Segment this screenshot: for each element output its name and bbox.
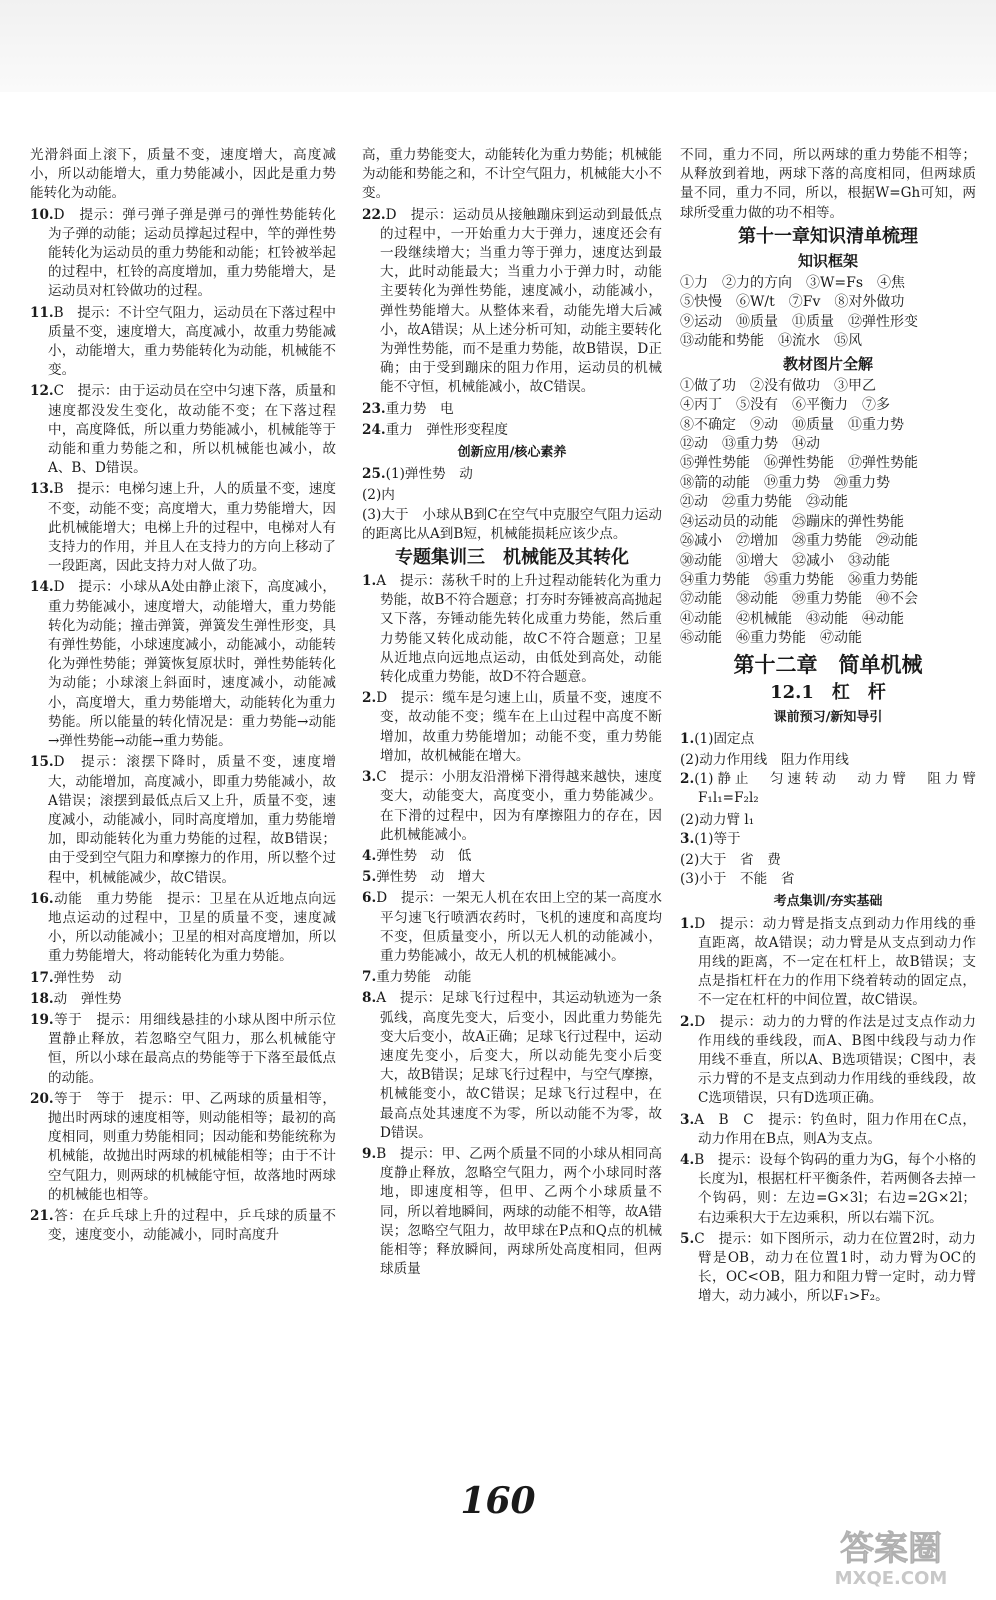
answer-item [30,1011,336,1088]
item-text: D 提示：缆车是匀速上山，质量不变，速度不变，故动能不变；缆车在上山过程中高度不断增加，故重力势能增加；动能不变，重力势能增加，故机械能在增大。 [376,690,662,764]
answer-item [362,1145,662,1279]
answer-item [680,830,976,849]
item-text: C 提示：由于运动员在空中匀速下落，质量和速度都没发生变化，故动能不变；在下落过程中，高度降低，所以重力势能减小，机械能等于动能和重力势能之和，所以机械能也减小，故A、B、D错误。 [48,383,336,477]
item-text: (2)动力臂 l₁ [680,811,755,828]
item-number: 5. [362,869,377,886]
list-line: ㊺动能 ㊻重力势能 ㊼动能 [680,630,862,647]
list-line: ⑮弹性势能 ⑯弹性势能 ⑰弹性势能 [680,455,918,472]
item-number: 4. [680,1152,695,1168]
section-heading: 考点集训/夯实基础 [773,894,883,910]
item-number: 3. [680,830,695,847]
item-number: 23. [362,400,386,417]
column-left [30,146,336,1247]
item-text: (1)静止 匀速转动 动力臂 阻力臂 F₁l₁=F₂l₂ [694,771,990,807]
item-text: 弹性势 动 [53,969,122,986]
item-number: 1. [680,730,695,747]
item-text: 弹性势 动 低 [376,847,472,864]
item-text: B 提示：设每个钩码的重力为G，每个小格的长度为l，根据杠杆平衡条件，若两侧各去掉一个钩码，则：左边=G×3l；右边=2G×2l；右边乘积大于左边乘积，所以右端下沉。 [694,1152,976,1226]
answer-item [30,1207,336,1245]
list-line: ④丙丁 ⑤没有 ⑥平衡力 ⑦多 [680,397,890,414]
item-text: C 提示：小朋友沿滑梯下滑得越来越快，速度变大，动能变大，高度变小，重力势能减少。在下滑的过程中，因为有摩擦阻力的存在，因此机械能减小。 [376,769,662,843]
item-text: (3)小于 不能 省 [680,871,795,888]
item-text: 重力 弹性形变程度 [385,421,508,438]
list-line: ㉞重力势能 ㉟重力势能 ㊱重力势能 [680,571,918,588]
list-line: ㊶动能 ㊷机械能 ㊸动能 ㊹动能 [680,610,904,627]
item-number: 22. [362,206,386,223]
answer-item [30,146,336,204]
list-line: ㉚动能 ㉛增大 ㉜减小 ㉝动能 [680,552,890,569]
item-text: A B C 提示：钓鱼时，阻力作用在C点，动力作用在B点，则A为支点。 [694,1111,976,1147]
item-text: 光滑斜面上滚下，质量不变，速度增大，高度减小，所以动能增大，重力势能减小，因此是重力势能转化为动能。 [30,147,336,202]
answer-item [680,751,976,770]
answer-item [30,206,336,302]
item-text: (1)等于 [694,830,741,847]
section-heading: 教材图片全解 [782,354,873,373]
item-number: 10. [30,206,54,223]
col2-q25 [362,465,662,544]
item-text: (3)大于 小球从B到C在空气中克服空气阻力运动的距离比从A到B短，机械能损耗应该少点。 [362,506,662,542]
item-number: 12. [30,383,54,400]
answer-item [30,990,336,1009]
chapter-title: 第十二章 简单机械 [733,651,923,677]
answer-item [362,868,662,887]
answer-item [30,578,336,751]
answer-item [680,730,976,749]
col2-items-a [362,146,662,440]
chapter-summary-title: 第十一章知识清单梳理 [738,225,918,247]
answer-item [362,146,662,204]
item-text: D 提示：运动员从接触蹦床到运动到最低点的过程中，一开始重力大于弹力，速度还会有一段继续增大；当重力等于弹力，速度达到最大，此时动能最大；当重力小于弹力时，动能主要转化为弹性势能，速度减小，动能减小，弹性势能增大。从整体来看，动能先增大后减小，故A错误；从上述分析可知，动能主要转化为弹性势能，而不是重力势能，故B错误，D正确；由于受到蹦床的阻力作用，运动员的机械能不守恒，机械能减小，故C错误。 [380,206,662,396]
item-text: D 提示：一架无人机在农田上空的某一高度水平匀速飞行喷洒农药时，飞机的速度和高度均不变，但质量变小，所以无人机的动能减小，重力势能减小，故无人机的机械能减小。 [376,890,662,964]
item-text: 答：在乒乓球上升的过程中，乒乓球的质量不变，速度变小，动能减小，同时高度升 [48,1207,336,1244]
answer-item [30,382,336,478]
item-text: 等于 等于 提示：甲、乙两球的质量相等，抛出时两球的速度相等，则动能相等；最初的高度相同，则重力势能相同；因动能和势能统称为机械能，故抛出时两球的机械能相等；由于不计空气阻力，则两球的机械能守恒，故落地时两球的机械能也相等。 [48,1090,336,1203]
item-number: 16. [30,890,54,907]
answer-item [680,1151,976,1228]
answer-item [680,851,976,870]
item-text: 高，重力势能变大，动能转化为重力势能；机械能为动能和势能之和，不计空气阻力，机械能大小不变。 [362,147,662,202]
item-text: A 提示：荡秋千时的上升过程动能转化为重力势能，故B不符合题意；打夯时夯锤被高高抛起又下落，夯锤动能先转化成重力势能，然后重力势能又转化成动能，故C不符合题意；卫星从近地点向远地点运动，由低处到高处，动能转化成重力势能，故D不符合题意。 [376,573,662,686]
column-middle [362,146,662,1281]
item-number: 1. [362,573,377,590]
item-number: 19. [30,1011,54,1028]
answer-item [362,506,662,544]
answer-item [362,889,662,966]
list-line: ⑫动 ⑬重力势 ⑭动 [680,436,820,453]
top-scan-band [0,0,996,92]
exercise-items [680,915,976,1307]
section-heading: 创新应用/核心素养 [457,445,567,461]
knowledge-frame [680,274,976,352]
preview-items [680,730,990,890]
item-text: 重力势 电 [385,400,454,417]
list-line: ㉑动 ㉒重力势能 ㉓动能 [680,494,848,511]
item-number: 8. [362,990,377,1007]
item-number: 20. [30,1090,54,1107]
list-line: ①力 ②力的方向 ③W=Fs ④焦 [680,275,906,292]
answer-item [362,847,662,866]
item-text: A 提示：足球飞行过程中，其运动轨迹为一条弧线，高度先变大，后变小，因此重力势能先变大后变小，故A正确；足球飞行过程中，运动速度先变小，后变大，所以动能先变小后变大，故B错误；足球飞行过程中，与空气摩擦，机械能变小，故C错误；足球飞行过程中，在最高点处其速度不为零，所以动能不为零，故D错误。 [376,990,662,1141]
item-number: 13. [30,481,54,498]
item-number: 2. [680,1013,695,1030]
answer-item [362,572,662,687]
item-text: 重力势能 动能 [376,969,472,986]
item-number: 11. [30,304,54,321]
list-line: ㉔运动员的动能 ㉕蹦床的弹性势能 [680,513,904,530]
list-line: ㊲动能 ㊳动能 ㊴重力势能 ㊵不会 [680,591,918,608]
list-line: ⑨运动 ⑩质量 ⑪质量 ⑫弹性形变 [680,313,918,330]
item-number: 14. [30,579,54,596]
list-line: ⑬动能和势能 ⑭流水 ⑮风 [680,333,862,350]
item-number: 4. [362,847,377,864]
item-text: 弹性势 动 增大 [376,869,485,886]
item-text: 动能 重力势能 提示：卫星在从近地点向远地点运动的过程中，卫星的质量不变，速度减小，所以动能减小；卫星的相对高度增加，所以重力势能增大，将动能转化为重力势能。 [48,890,336,965]
answer-item [362,768,662,845]
item-number: 25. [362,466,386,483]
item-text: C 提示：如下图所示，动力在位置2时，动力臂是OB，动力在位置1时，动力臂为OC的长，OC<OB，阻力和阻力臂一定时，动力臂增大，动力减小，所以F₁>F₂。 [694,1230,976,1305]
item-text: D 提示：弹弓弹子弹是弹弓的弹性势能转化为子弹的动能；运动员撑起过程中，竿的弹性势能转化为运动员的重力势能和动能；杠铃被举起的过程中，杠铃的高度增加，重力势能增大，是运动员对杠铃做功的过程。 [48,206,336,300]
list-line: ⑤快慢 ⑥W/t ⑦Fv ⑧对外做功 [680,294,905,311]
item-number: 3. [362,769,377,786]
item-number: 17. [30,969,54,986]
item-text: D 提示：动力的力臂的作法是过支点作动力作用线的垂线段，而A、B图中线段与动力作用线不垂直，所以A、B选项错误；C图中，表示力臂的不是支点到动力作用线的垂线段，故C选项错误，只有D选项正确。 [694,1013,976,1107]
answer-item [30,753,336,887]
item-number: 1. [680,915,695,932]
col2-items-b [362,572,662,1279]
answer-item [362,206,662,398]
item-text: D 提示：动力臂是指支点到动力作用线的垂直距离，故A错误；动力臂是从支点到动力作用线的距离，不一定在杠杆上，故B错误；支点是指杠杆在力的作用下绕着转动的固定点，不一定在杠杆的中间位置，故C错误。 [694,915,976,1009]
answer-item [680,1230,976,1307]
watermark-logo [796,1526,986,1588]
textbook-figures [680,377,976,649]
item-text: D 提示：小球从A处由静止滚下，高度减小，重力势能减小，速度增大，动能增大，重力势能转化为动能；撞击弹簧，弹簧发生弹性形变，具有弹性势能，小球速度减小，动能减小，动能转化为弹性势能；弹簧恢复原状时，弹性势能转化为动能；小球滚上斜面时，速度减小，动能减小，高度增大，重力势能增大，动能转化为重力势能。所以能量的转化情况是：重力势能→动能→弹性势能→动能→重力势能。 [48,579,336,750]
item-number: 24. [362,421,386,438]
chapter-title: 专题集训三 机械能及其转化 [395,547,629,569]
item-text: (1)弹性势 动 [385,466,473,483]
section-heading: 知识框架 [797,251,858,270]
answer-item [680,915,976,1011]
answer-item [30,304,336,381]
item-text: 动 弹性势 [53,990,122,1007]
answer-item [30,480,336,576]
answer-item [680,870,976,889]
item-number: 9. [362,1145,377,1162]
item-number: 5. [680,1230,695,1247]
answer-item [362,989,662,1143]
watermark-top: 答案圈 [840,1529,942,1569]
item-number: 18. [30,990,54,1007]
answer-item [680,770,990,808]
item-text: (2)大于 省 费 [680,851,781,868]
answer-item [680,1111,976,1149]
item-text: (1)固定点 [694,730,755,747]
item-text: (2)内 [362,487,395,504]
item-number: 2. [680,771,695,788]
answer-continuation: 不同，重力不同，所以两球的重力势能不相等；从释放到着地，两球下落的高度相同，但两球质量不同，重力不同，所以，根据W=Gh可知，两球所受重力做的功不相等。 [680,147,976,221]
item-number: 2. [362,690,377,707]
answer-item [362,421,662,440]
item-text: B 提示：电梯匀速上升，人的质量不变，速度不变，动能不变；高度增大，重力势能增大，因此机械能增大；电梯上升的过程中，电梯对人有支持力的作用，并且人在支持力的方向上移动了一段距离，因此支持力对人做了功。 [48,481,336,575]
list-line: ⑱箭的动能 ⑲重力势 ⑳重力势 [680,474,890,491]
section-heading: 课前预习/新知导引 [773,709,883,725]
item-text: D 提示：滚摆下降时，质量不变，速度增大，动能增加，高度减小，即重力势能减小，故A错误；滚摆到最低点后又上升，质量不变，速度减小，动能减小，同时高度增加，重力势能增加，即动能转化为重力势能的过程，故B错误；由于受到空气阻力和摩擦力的作用，所以整个过程中，机械能减少，故C错误。 [48,754,336,886]
answer-item [30,969,336,988]
item-number: 3. [680,1111,695,1128]
item-text: 等于 提示：用细线悬挂的小球从图中所示位置静止释放，若忽略空气阻力，那么机械能守恒，所以小球在最高点的势能等于下落至最低点的动能。 [48,1011,336,1086]
list-line: ㉖减小 ㉗增加 ㉘重力势能 ㉙动能 [680,533,918,550]
answer-item [680,811,976,830]
answer-item [30,890,336,967]
column-right [680,146,990,1309]
watermark-bottom: MXQE.COM [834,1568,948,1588]
list-line: ⑧不确定 ⑨动 ⑩质量 ⑪重力势 [680,416,904,433]
item-text: B 提示：甲、乙两个质量不同的小球从相同高度静止释放，忽略空气阻力，两个小球同时落地，即速度相等，但甲、乙两个小球质量不同，所以着地瞬间，两球的动能不相等，故A错误；忽略空气阻力，故甲球在P点和Q点的机械能相等；释放瞬间，两球所处高度相同，但两球质量 [376,1145,662,1278]
answer-item [362,689,662,766]
list-line: ①做了功 ②没有做功 ③甲乙 [680,377,876,394]
answer-item [362,486,662,505]
item-text: (2)动力作用线 阻力作用线 [680,751,849,768]
answer-item [362,465,662,484]
item-number: 7. [362,969,377,986]
item-number: 15. [30,754,54,771]
answer-item [362,968,662,987]
item-number: 6. [362,890,377,907]
answer-item [30,1090,336,1205]
item-number: 21. [30,1207,54,1224]
page-number: 160 [460,1480,536,1522]
answer-item [680,1013,976,1109]
lesson-title: 12.1 杠 杆 [770,681,886,703]
item-text: B 提示：不计空气阻力，运动员在下落过程中质量不变，速度增大，高度减小，故重力势能减小，动能增大，重力势能转化为动能，机械能不变。 [48,304,336,379]
answer-item [362,400,662,419]
